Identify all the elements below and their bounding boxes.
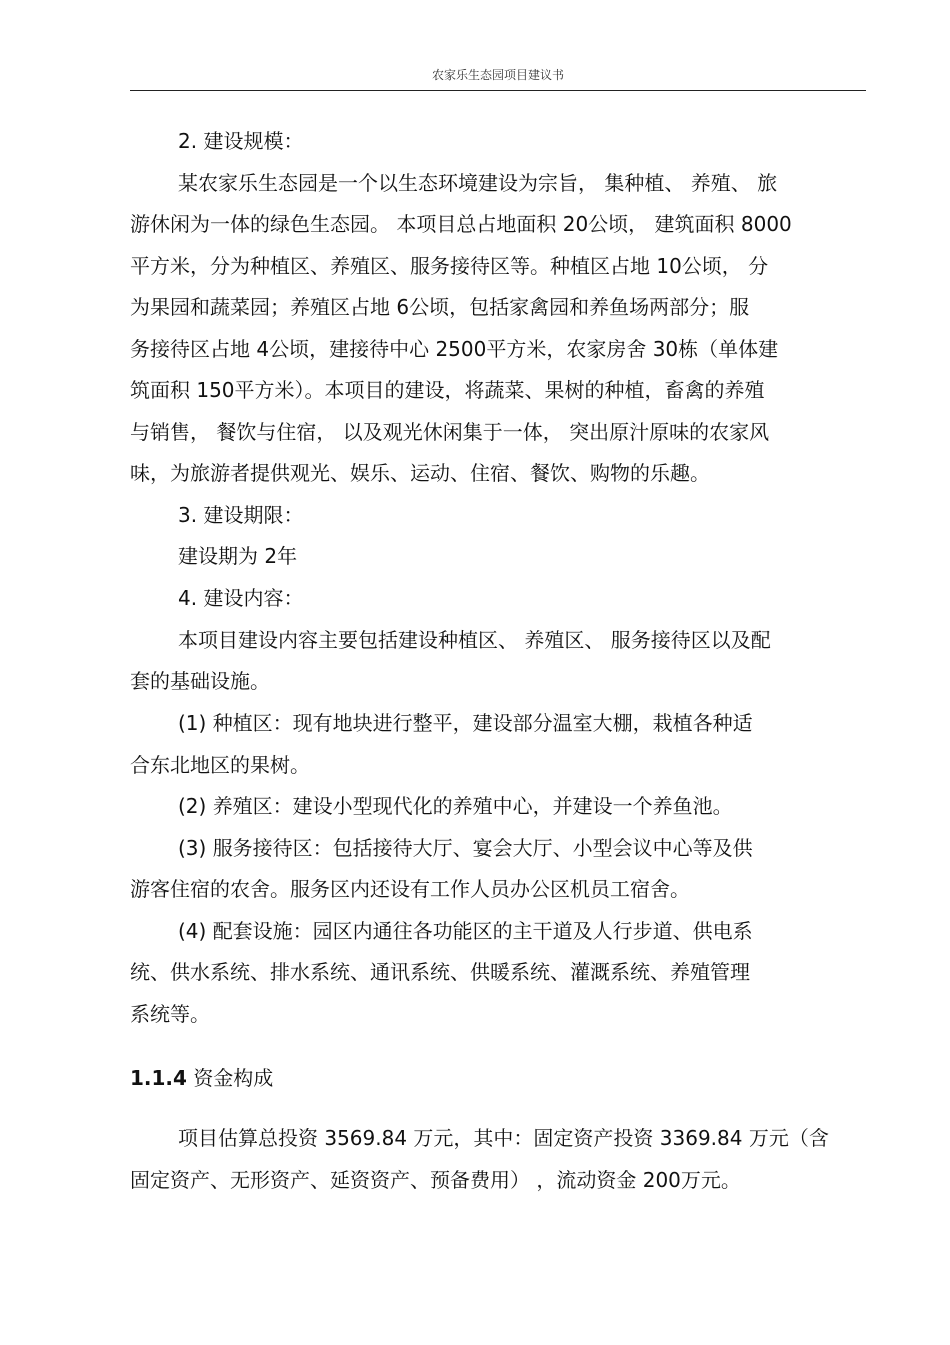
paragraph-line: 为果园和蔬菜园；养殖区占地 6公顷，包括家禽园和养鱼场两部分；服 [130,295,750,319]
paragraph-line: 筑面积 150平方米）。本项目的建设，将蔬菜、果树的种植，畜禽的养殖 [130,378,765,402]
subsection-number: 1.1.4 [130,1066,187,1090]
list-item: (4) 配套设施：园区内通往各功能区的主干道及人行步道、供电系 [178,919,753,943]
paragraph-line: 系统等。 [130,1002,210,1026]
paragraph-line: 平方米，分为种植区、养殖区、服务接待区等。种植区占地 10公顷， 分 [130,254,769,278]
paragraph-line: 固定资产、无形资产、延资资产、预备费用） ，流动资金 200万元。 [130,1168,741,1192]
paragraph-line: 建设期为 2年 [178,544,298,568]
list-item: (3) 服务接待区：包括接待大厅、宴会大厅、小型会议中心等及供 [178,836,753,860]
paragraph-line: 合东北地区的果树。 [130,753,310,777]
paragraph-line: 某农家乐生态园是一个以生态环境建设为宗旨， 集种植、 养殖、 旅 [178,171,778,195]
header-rule [130,90,866,91]
paragraph-line: 与销售， 餐饮与住宿， 以及观光休闲集于一体， 突出原汁原味的农家风 [130,420,770,444]
paragraph-line: 味，为旅游者提供观光、娱乐、运动、住宿、餐饮、购物的乐趣。 [130,461,710,485]
subsection-heading [130,1068,273,1088]
list-item: (1) 种植区：现有地块进行整平，建设部分温室大棚，栽植各种适 [178,711,753,735]
page-header: 农家乐生态园项目建议书 [431,68,564,82]
paragraph-line: 项目估算总投资 3569.84 万元，其中：固定资产投资 3369.84 万元（含 [178,1126,829,1150]
paragraph-line: 本项目建设内容主要包括建设种植区、 养殖区、 服务接待区以及配 [178,628,771,652]
section-heading: 2. 建设规模： [178,129,304,153]
section-heading: 3. 建设期限： [178,503,304,527]
paragraph-line: 游休闲为一体的绿色生态园。 本项目总占地面积 20公顷， 建筑面积 8000 [130,212,792,236]
paragraph-line: 游客住宿的农舍。服务区内还设有工作人员办公区机员工宿舍。 [130,877,690,901]
paragraph-line: 统、供水系统、排水系统、通讯系统、供暖系统、灌溉系统、养殖管理 [130,960,750,984]
section-heading: 4. 建设内容： [178,586,304,610]
paragraph-line: 套的基础设施。 [130,669,270,693]
paragraph-line: 务接待区占地 4公顷，建接待中心 2500平方米，农家房舍 30栋（单体建 [130,337,779,361]
subsection-title: 资金构成 [193,1066,274,1090]
list-item: (2) 养殖区：建设小型现代化的养殖中心，并建设一个养鱼池。 [178,794,733,818]
